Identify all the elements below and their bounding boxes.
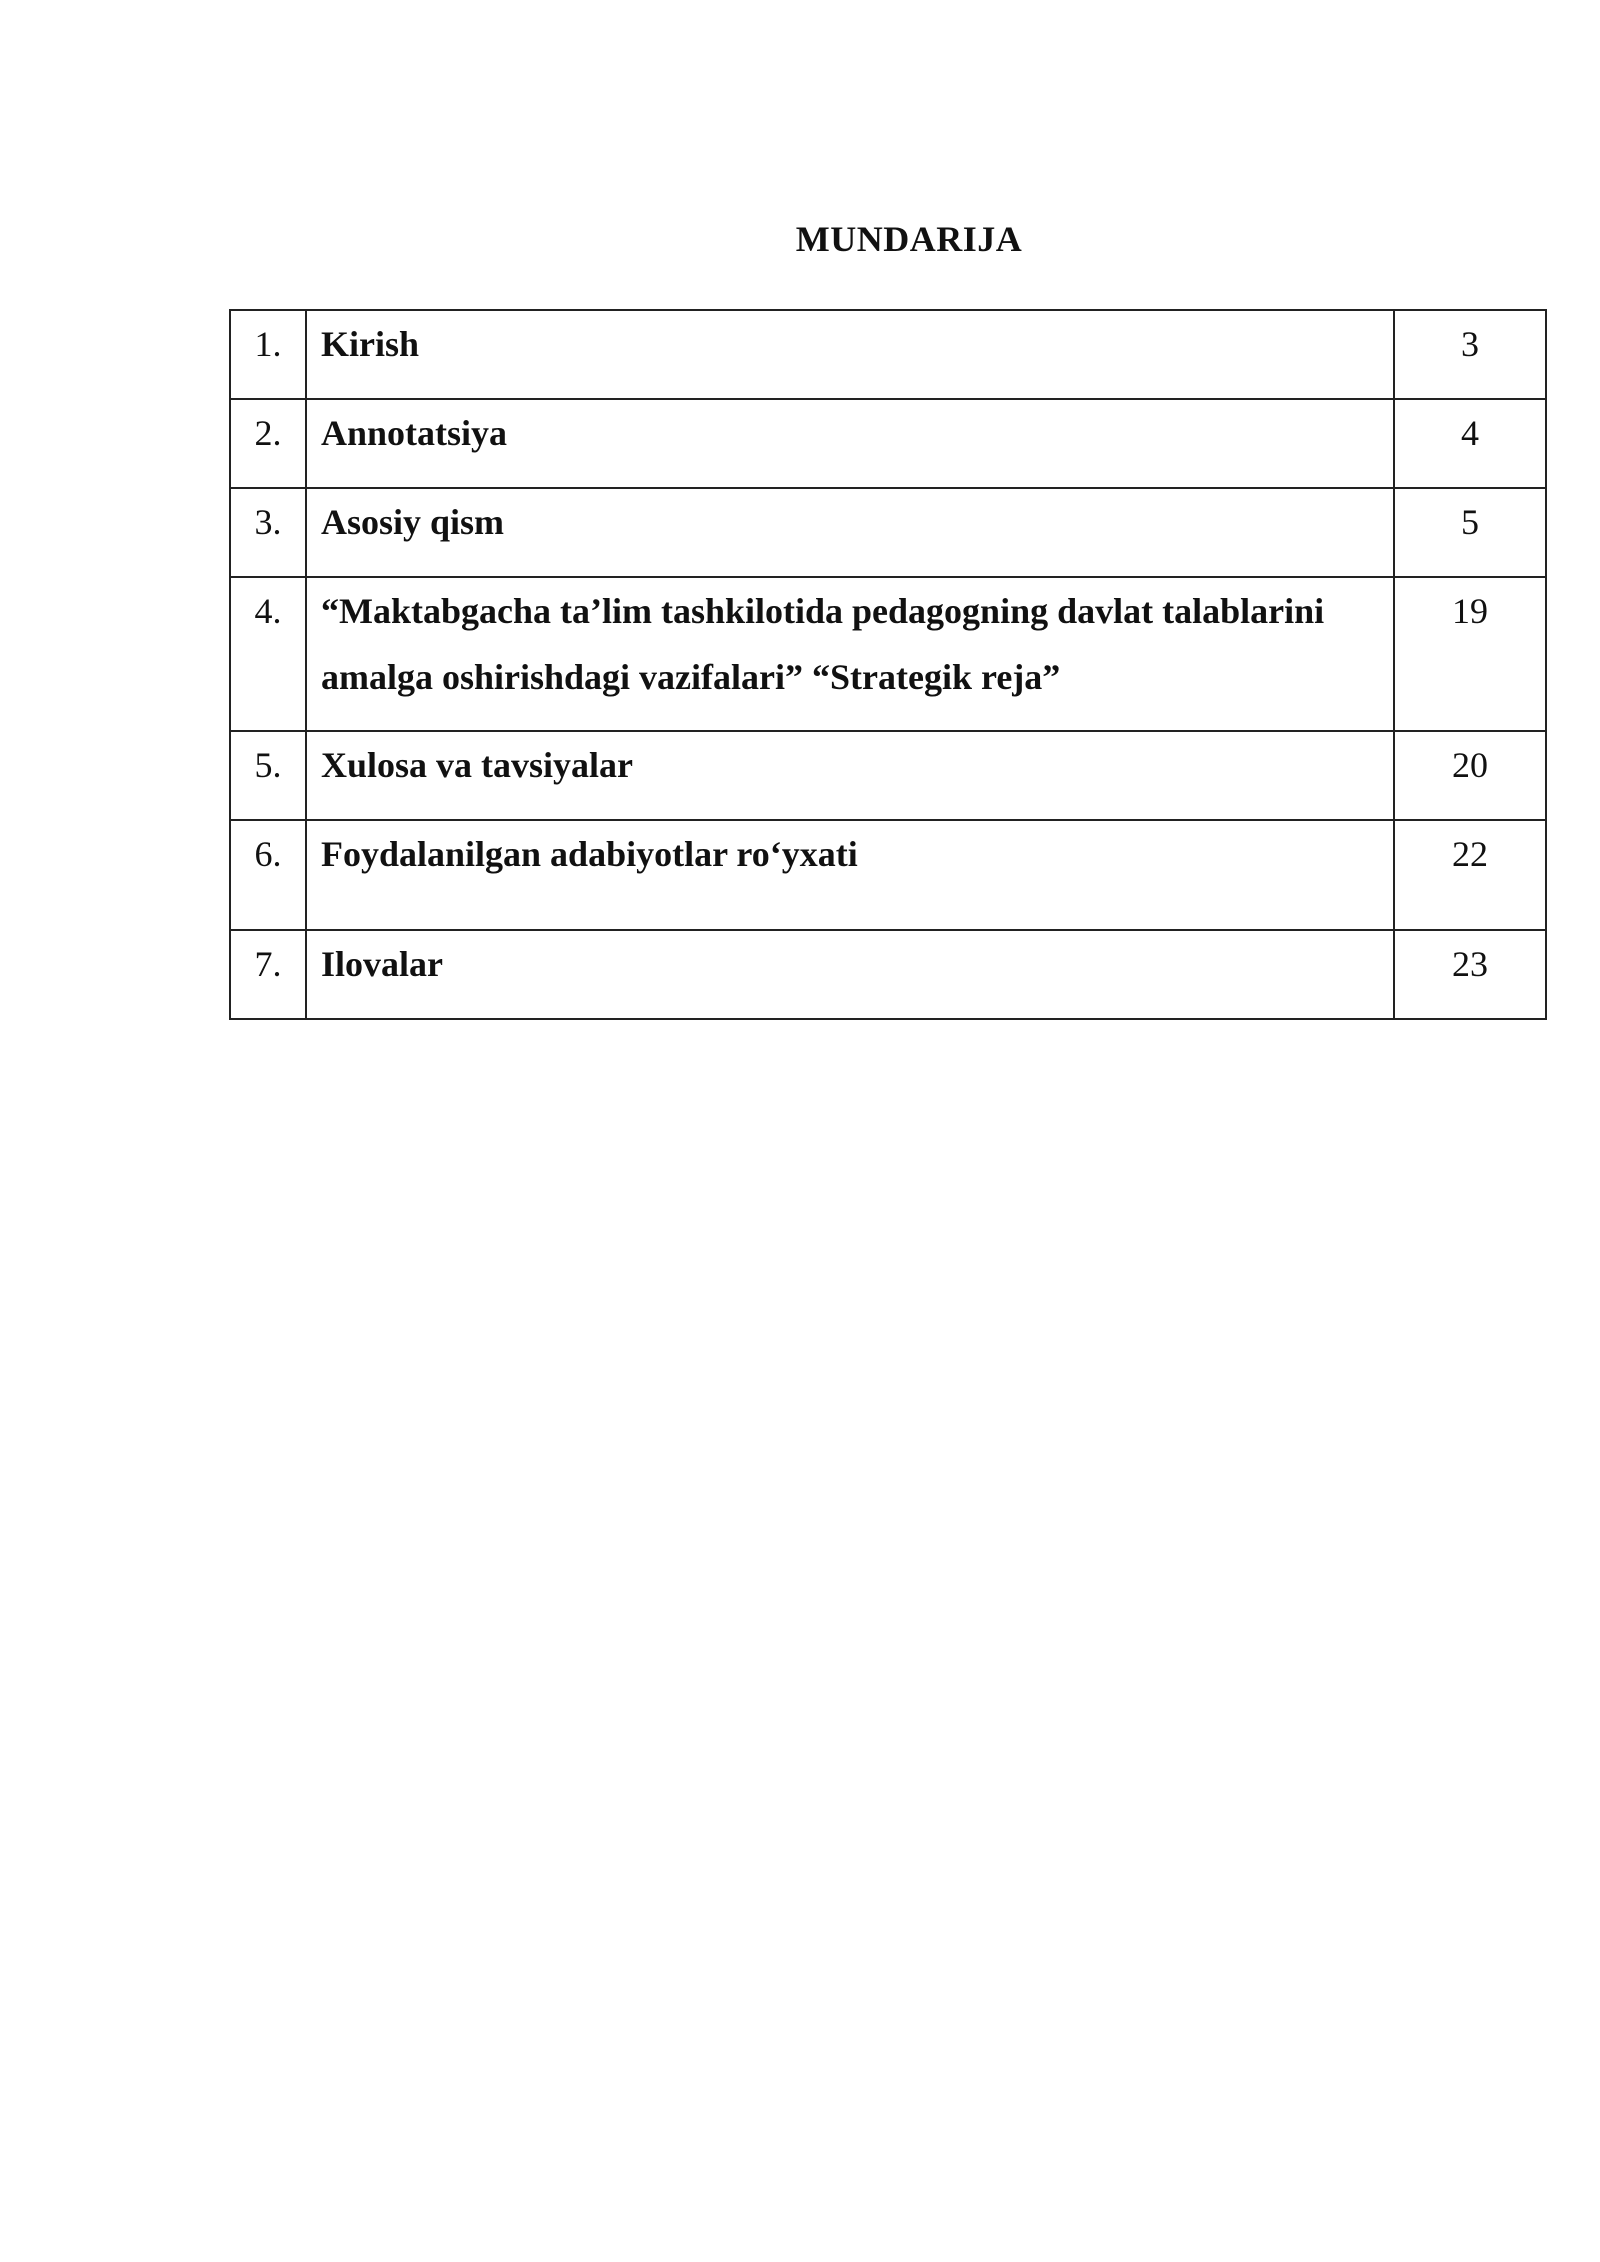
toc-row: [230, 399, 1546, 488]
toc-row: [230, 577, 1546, 731]
toc-number: 4.: [230, 577, 306, 731]
toc-page: 4: [1394, 399, 1546, 488]
toc-row: [230, 930, 1546, 1019]
toc-title: “Maktabgacha ta’lim tashkilotida pedagogning davlat talablarini amalga oshirishdagi vazifalari” “Strategik reja”: [306, 577, 1394, 731]
toc-title: Annotatsiya: [306, 399, 1394, 488]
toc-title: Asosiy qism: [306, 488, 1394, 577]
toc-number: 2.: [230, 399, 306, 488]
toc-page: 3: [1394, 310, 1546, 399]
toc-number: 1.: [230, 310, 306, 399]
toc-page: 19: [1394, 577, 1546, 731]
toc-number: 5.: [230, 731, 306, 820]
table-of-contents: [229, 309, 1547, 1020]
toc-number: 3.: [230, 488, 306, 577]
toc-title: Kirish: [306, 310, 1394, 399]
toc-page: 20: [1394, 731, 1546, 820]
page-title: MUNDARIJA: [795, 219, 1023, 259]
toc-row: [230, 820, 1546, 930]
toc-page: 23: [1394, 930, 1546, 1019]
toc-page: 5: [1394, 488, 1546, 577]
toc-row: [230, 488, 1546, 577]
toc-row: [230, 310, 1546, 399]
toc-row: [230, 731, 1546, 820]
toc-title: Ilovalar: [306, 930, 1394, 1019]
toc-title: Foydalanilgan adabiyotlar ro‘yxati: [306, 820, 1394, 930]
toc-page: 22: [1394, 820, 1546, 930]
toc-title: Xulosa va tavsiyalar: [306, 731, 1394, 820]
toc-number: 7.: [230, 930, 306, 1019]
toc-number: 6.: [230, 820, 306, 930]
